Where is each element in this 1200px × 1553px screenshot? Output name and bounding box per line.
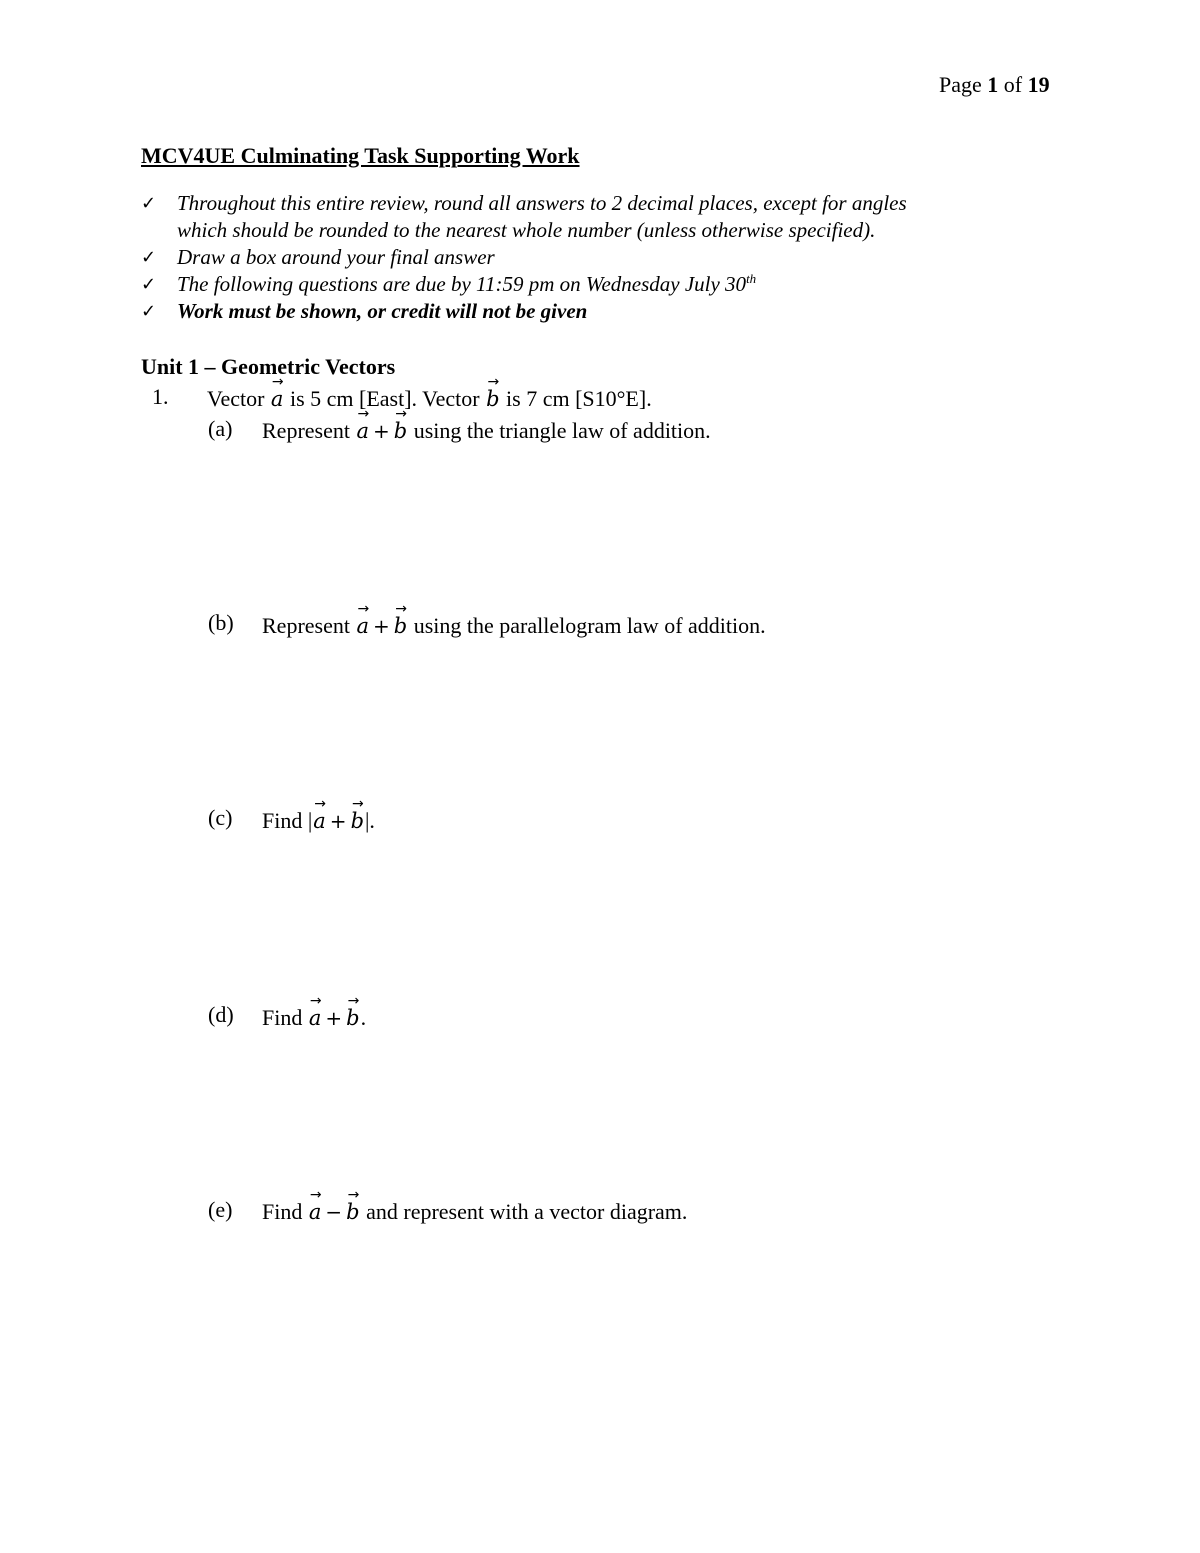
vector-a-symbol: → a: [270, 387, 285, 411]
page-number: Page 1 of 19: [939, 72, 1050, 97]
document-title: MCV4UE Culminating Task Supporting Work: [141, 143, 580, 168]
unit-heading: Unit 1 – Geometric Vectors: [141, 354, 396, 379]
vector-b-symbol: → b: [485, 387, 500, 411]
checkmark-icon: ✓: [141, 193, 157, 214]
instruction-item: ✓ Work must be shown, or credit will not be given: [141, 299, 588, 323]
checkmark-icon: ✓: [141, 274, 157, 295]
question-number: 1.: [152, 384, 169, 409]
part-e-text: Find → a −→ b and represent with a vector diagram.: [262, 1199, 687, 1225]
checkmark-icon: ✓: [141, 247, 157, 268]
part-label: (a): [208, 416, 233, 441]
checkmark-icon: ✓: [141, 301, 157, 322]
instruction-item: ✓ Throughout this entire review, round all answers to 2 decimal places, except for angles which should be rounded to the nearest whole number (unless otherwise specified).: [141, 191, 907, 242]
instruction-list: [141, 190, 907, 325]
part-label: (d): [208, 1002, 234, 1027]
part-a-text: Represent → a +→ b using the triangle law of addition.: [262, 418, 711, 444]
instruction-item: ✓ Draw a box around your final answer: [141, 245, 495, 269]
part-label: (b): [208, 610, 234, 635]
part-c-text: Find |→ a +→ b|.: [262, 808, 375, 834]
part-d-text: Find → a +→ b.: [262, 1005, 366, 1031]
instruction-item: ✓ The following questions are due by 11:59 pm on Wednesday July 30th: [141, 271, 757, 296]
question-stem: Vector → a is 5 cm [East]. Vector → b is 7 cm [S10°E].: [207, 386, 652, 412]
part-b-text: Represent → a +→ b using the parallelogram law of addition.: [262, 613, 766, 639]
part-label: (c): [208, 805, 233, 830]
part-label: (e): [208, 1197, 233, 1222]
